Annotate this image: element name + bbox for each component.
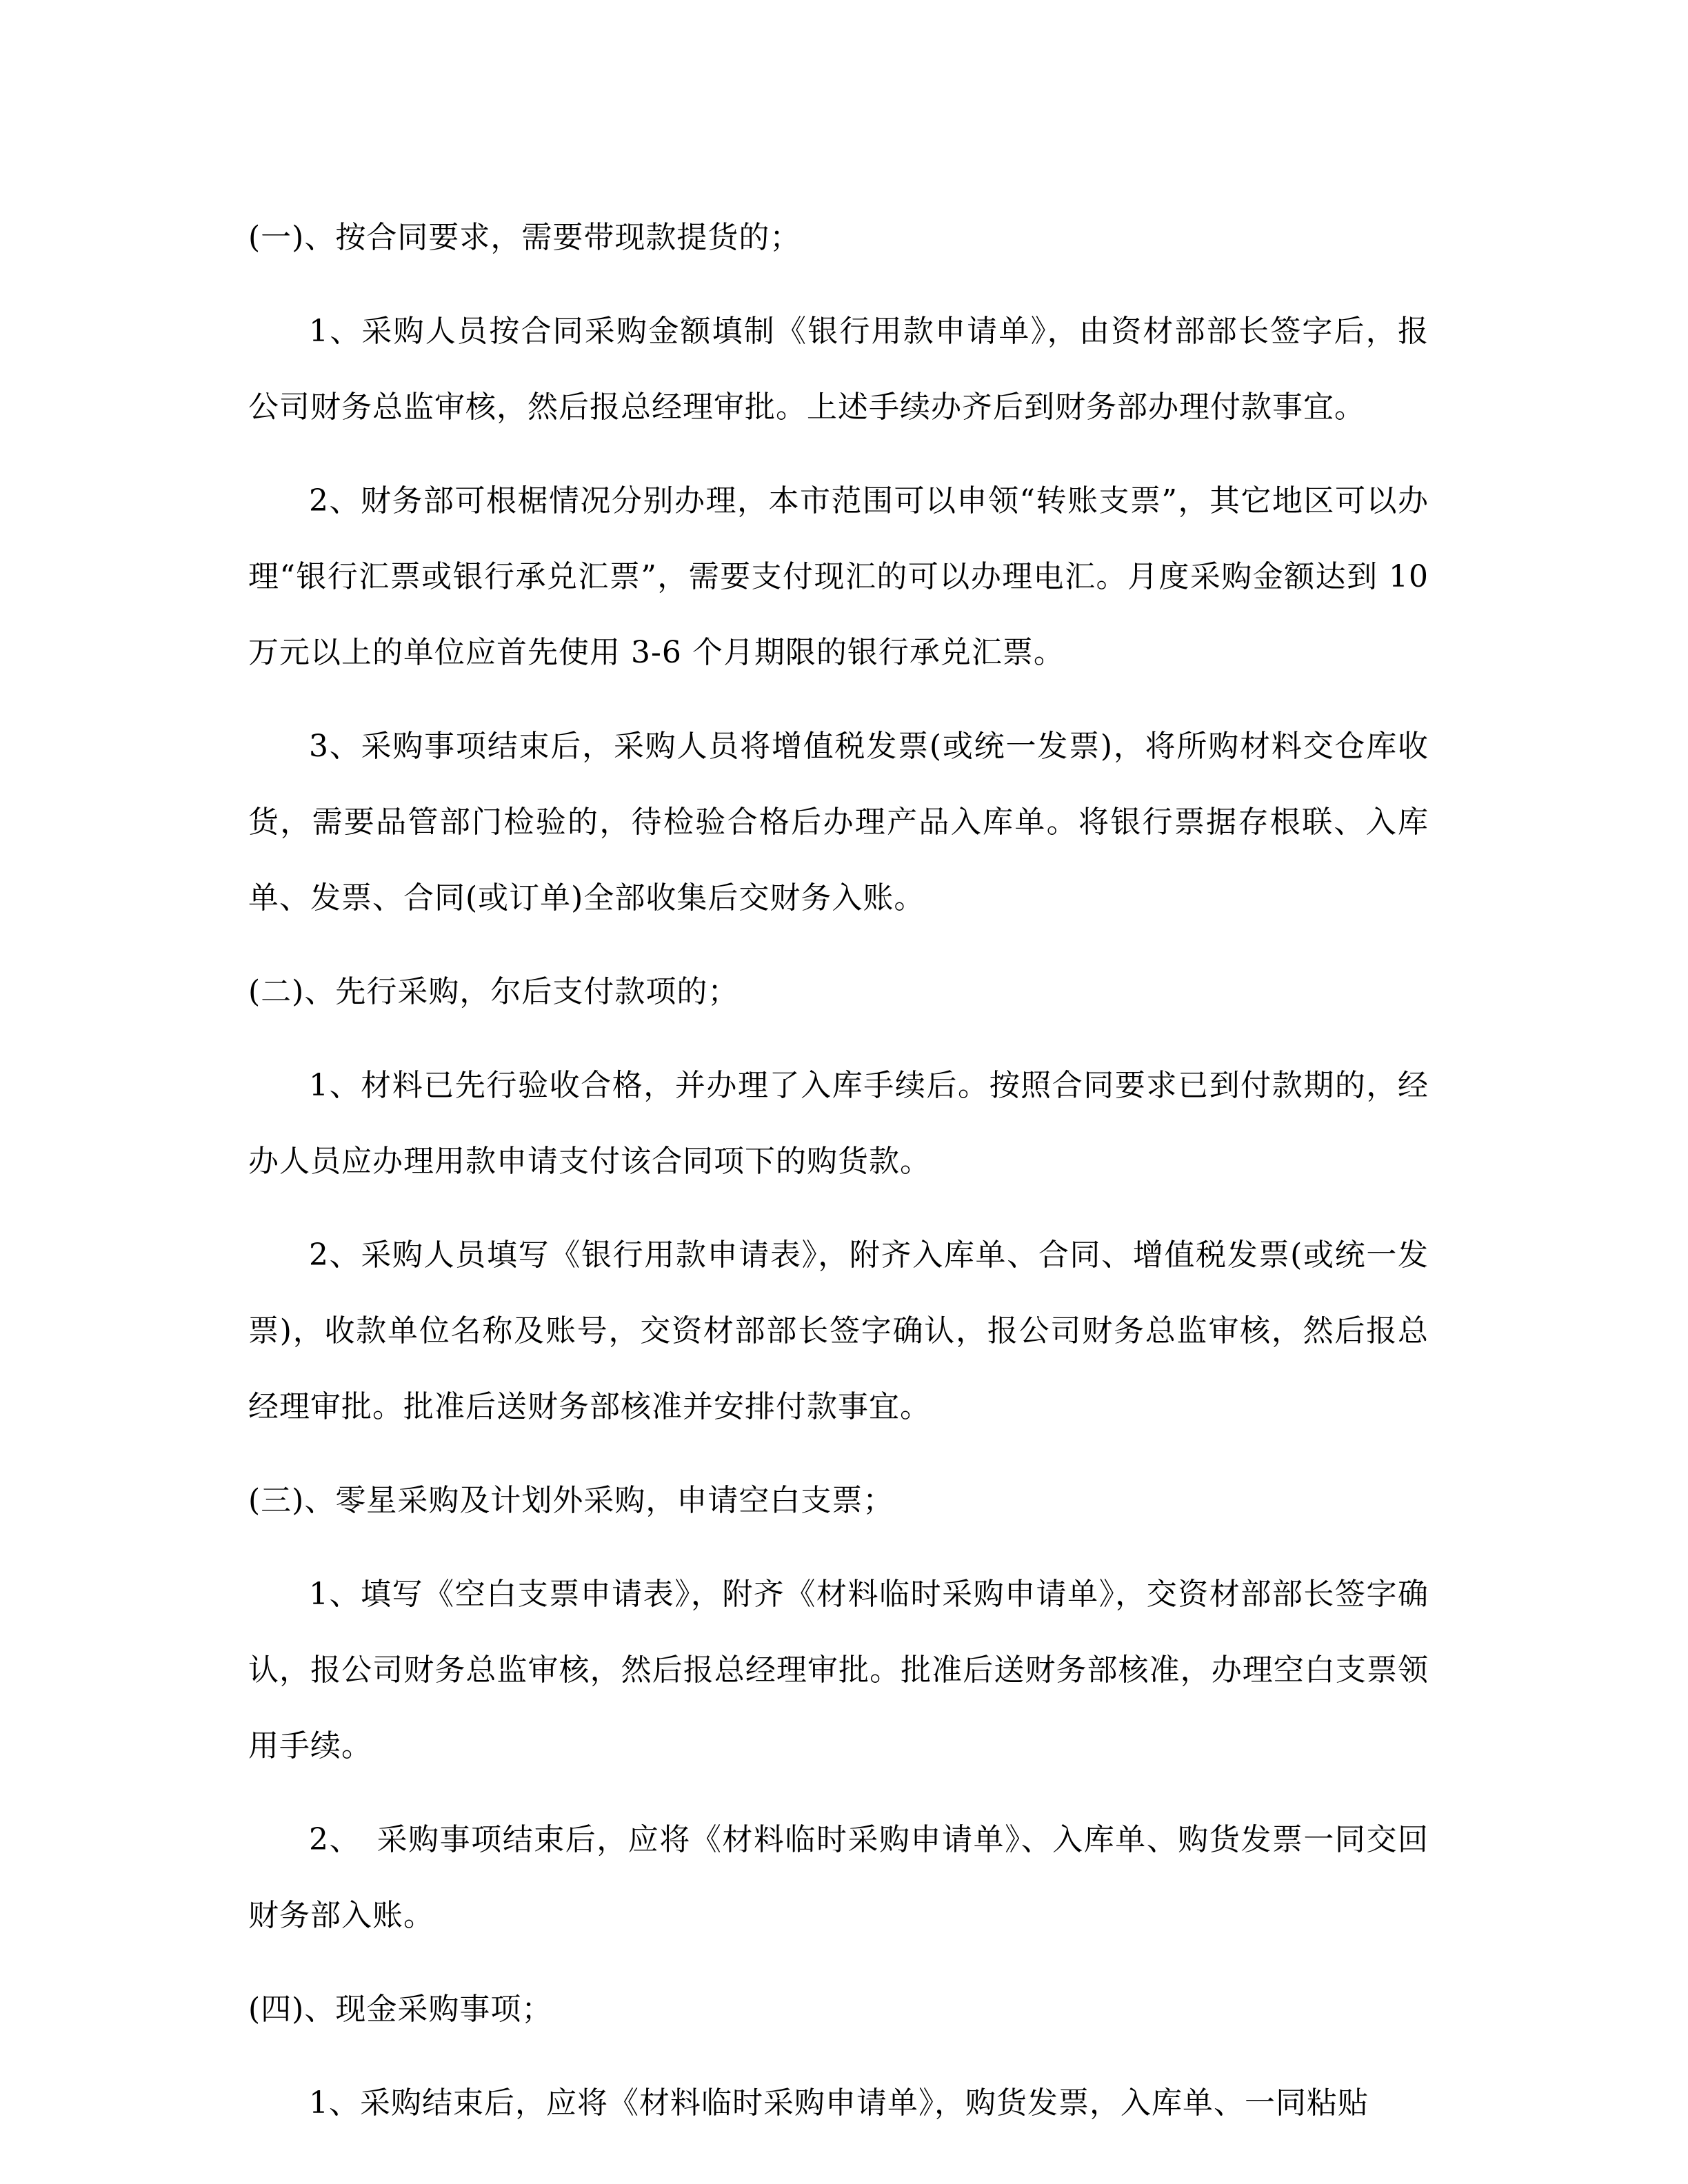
paragraph-3-2: 2、 采购事项结束后，应将《材料临时采购申请单》、入库单、购货发票一同交回财务部入账。 [248, 1822, 1429, 1933]
section-heading-2: (二)、先行采购，尔后支付款项的； [248, 974, 739, 1009]
paragraph-1-3: 3、采购事项结束后，采购人员将增值税发票(或统一发票)，将所购材料交仓库收货，需要品管部门检验的，待检验合格后办理产品入库单。将银行票据存根联、入库单、发票、合同(或订单)全部收集后交财务入账。 [248, 729, 1429, 916]
paragraph-1-2: 2、财务部可根椐情况分别办理，本市范围可以申领“转账支票”，其它地区可以办理“银行汇票或银行承兑汇票”，需要支付现汇的可以办理电汇。月度采购金额达到 10 万元以上的单位应首先使用 3-6 个月期限的银行承兑汇票。 [248, 483, 1429, 670]
document-body [248, 200, 1429, 2159]
section-heading-1: (一)、按合同要求，需要带现款提货的； [248, 220, 801, 255]
paragraph-4-1: 1、采购结束后，应将《材料临时采购申请单》，购货发票，入库单、一同粘贴 [309, 2085, 1369, 2121]
paragraph-1-1: 1、采购人员按合同采购金额填制《银行用款申请单》，由资材部部长签字后，报公司财务总监审核，然后报总经理审批。上述手续办齐后到财务部办理付款事宜。 [248, 314, 1429, 425]
section-heading-4: (四)、现金采购事项； [248, 1992, 553, 2027]
paragraph-3-1: 1、填写《空白支票申请表》，附齐《材料临时采购申请单》，交资材部部长签字确认，报公司财务总监审核，然后报总经理审批。批准后送财务部核准，办理空白支票领用手续。 [248, 1577, 1429, 1763]
paragraph-2-1: 1、材料已先行验收合格，并办理了入库手续后。按照合同要求已到付款期的，经办人员应办理用款申请支付该合同项下的购货款。 [248, 1068, 1429, 1179]
section-heading-3: (三)、零星采购及计划外采购，申请空白支票； [248, 1483, 894, 1518]
paragraph-2-2: 2、采购人员填写《银行用款申请表》，附齐入库单、合同、增值税发票(或统一发票)，收款单位名称及账号，交资材部部长签字确认，报公司财务总监审核，然后报总经理审批。批准后送财务部核准并安排付款事宜。 [248, 1237, 1429, 1424]
